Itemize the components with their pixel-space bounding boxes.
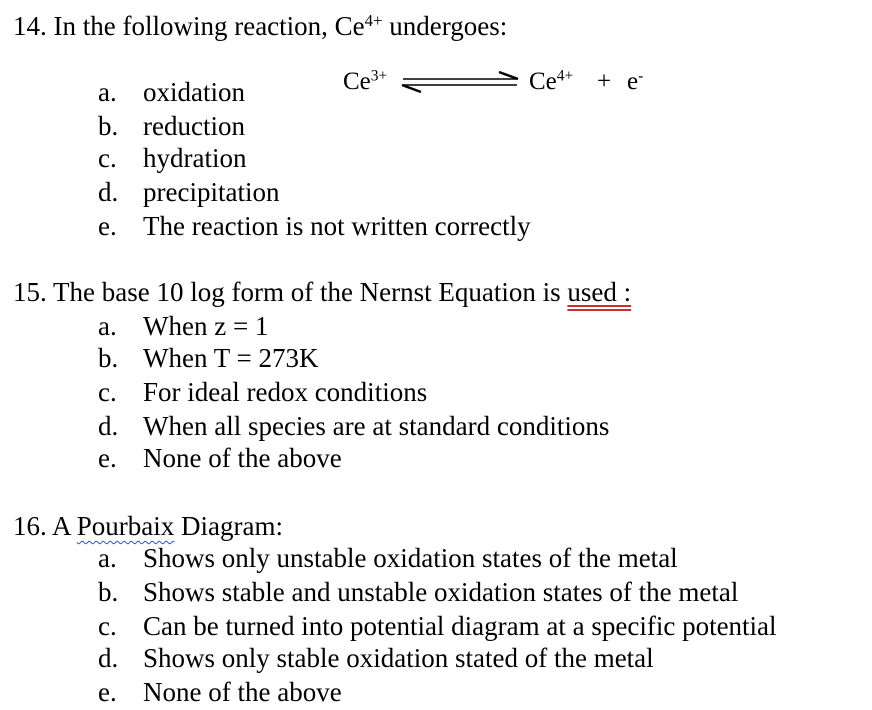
question-15-text: 15. The base 10 log form of the Nernst Equation is <box>13 277 568 307</box>
product: $Ce^{4+}$ <box>529 67 574 95</box>
reaction-equation <box>343 66 663 98</box>
q16-option-d: d. Shows only stable oxidation stated of the metal <box>98 643 654 673</box>
q16-option-b: b. Shows stable and unstable oxidation states of the metal <box>98 577 739 607</box>
equilibrium-arrow-icon <box>399 71 521 93</box>
question-16-stem: 16. A Pourbaix Diagram: <box>13 511 283 541</box>
question-14-charge: 4+ <box>364 10 383 30</box>
grammar-flagged-word: used : <box>567 277 632 307</box>
spelling-flagged-word: Pourbaix <box>76 511 175 541</box>
question-14-text-start: In the following reaction, Ce <box>53 11 365 41</box>
electron: e- <box>627 67 644 95</box>
reactant: $Ce^{3+}$ <box>343 67 388 95</box>
q16-option-c: c. Can be turned into potential diagram at a specific potential <box>98 611 777 641</box>
question-14-number: 14. <box>13 11 47 41</box>
q14-option-b: b. reduction <box>98 111 245 141</box>
q15-option-a: a. When z = 1 <box>98 311 269 341</box>
q15-option-c: c. For ideal redox conditions <box>98 377 428 407</box>
q15-option-d: d. When all species are at standard conditions <box>98 411 610 441</box>
q15-option-e: e. None of the above <box>98 443 342 473</box>
q16-option-e: e. None of the above <box>98 677 342 707</box>
q15-option-b: b. When T = 273K <box>98 343 319 373</box>
q14-option-c: c. hydration <box>98 143 247 173</box>
q14-option-e: e. The reaction is not written correctly <box>98 211 531 241</box>
question-15-stem <box>13 276 631 308</box>
q14-option-d: d. precipitation <box>98 177 280 207</box>
q14-option-a: a. oxidation <box>98 77 245 107</box>
question-14-text-end: undergoes: <box>382 11 508 41</box>
plus-sign: + <box>597 68 612 95</box>
question-14-stem <box>13 10 507 42</box>
q16-option-a: a. Shows only unstable oxidation states of the metal <box>98 543 678 573</box>
